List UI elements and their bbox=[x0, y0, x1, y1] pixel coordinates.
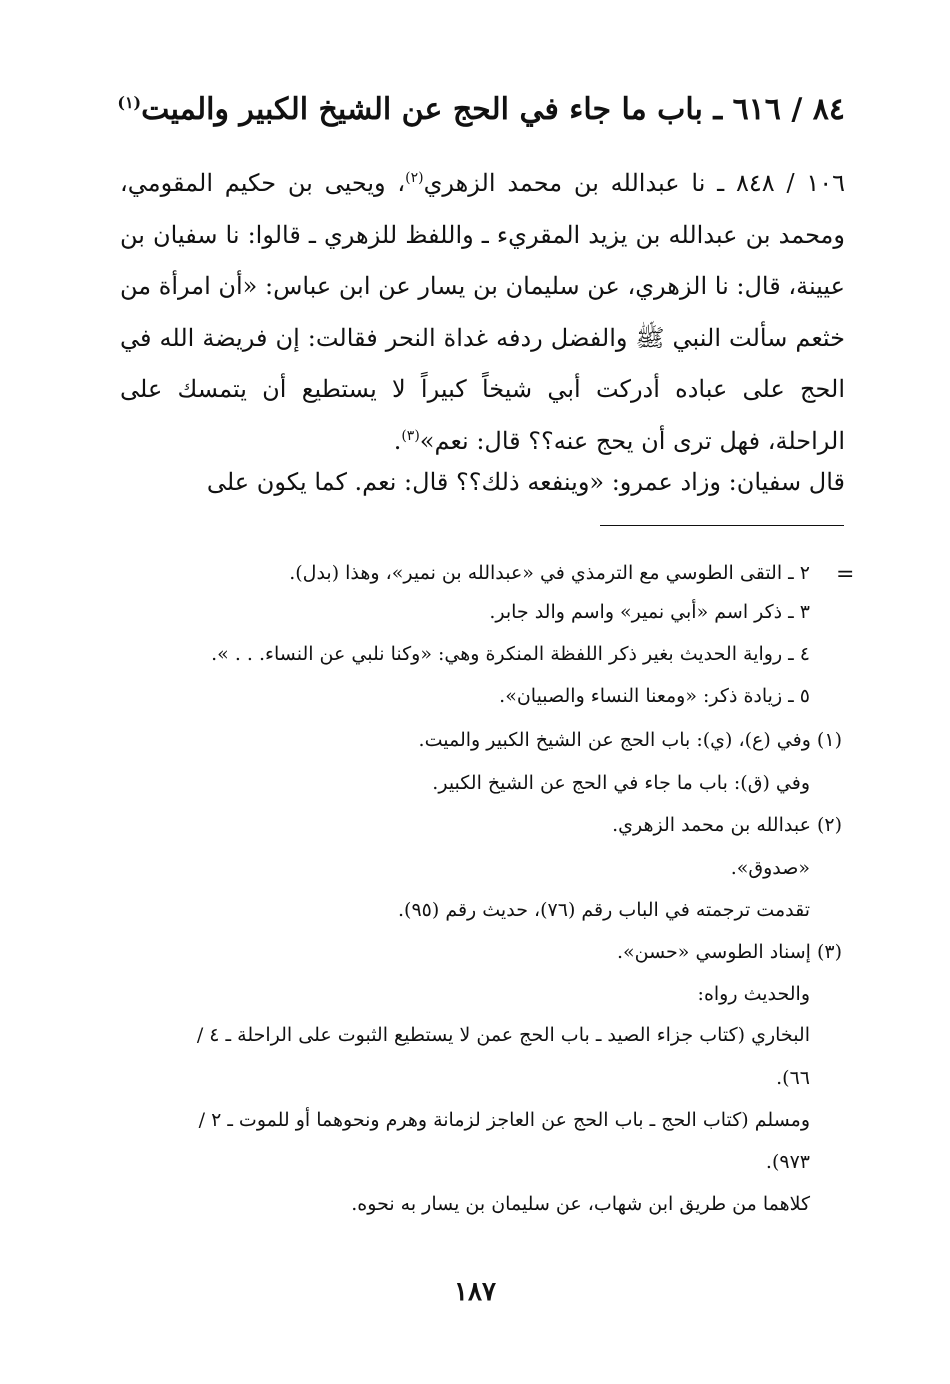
page-number: ١٨٧ bbox=[454, 1277, 496, 1307]
footnote-line: وفي (ق): باب ما جاء في الحج عن الشيخ الكبير. bbox=[432, 772, 810, 794]
footnote-line: (٣) إسناد الطوسي «حسن». bbox=[616, 941, 842, 963]
footnote-ref-2: (٢) bbox=[405, 170, 424, 186]
footnote-ref-3: (٣) bbox=[401, 427, 420, 444]
footnote-separator bbox=[600, 525, 844, 526]
footnote-line: «صدوق». bbox=[730, 857, 810, 879]
footnote-line: ٦٦). bbox=[776, 1067, 810, 1089]
footnote-line: (٢) عبدالله بن محمد الزهري. bbox=[612, 814, 842, 836]
chapter-title-text: ٨٤ / ٦١٦ ـ باب ما جاء في الحج عن الشيخ الكبير والميت bbox=[141, 92, 845, 127]
footnote-line: ٩٧٣). bbox=[765, 1151, 810, 1173]
footnote-continued-mark: = bbox=[836, 562, 855, 587]
hadith-text-end: . bbox=[393, 426, 402, 455]
hadith-text-start: ١٠٦ / ٨٤٨ ـ نا عبدالله بن محمد الزهري bbox=[423, 169, 845, 197]
hadith-text-body: ، ويحيى بن حكيم المقومي، ومحمد بن عبدالله بن يزيد المقريء ـ واللفظ للزهري ـ قالوا: نا سفيان بن عيينة، قال: نا الزهري، عن سليمان بن يسار عن ابن عباس: «أن امرأة من خثعم سألت النبي ﷺ والفضل ردفه غداة النحر فقالت: إن فريضة الله في الحج على عباده أدركت أبي شيخاً كبيراً لا يستطيع أن يتمسك على الراحلة، فهل ترى أن يحج عنه؟؟ قال: نعم» bbox=[119, 169, 846, 455]
footnote-line: ٣ ـ ذكر اسم «أبي نمير» واسم والد جابر. bbox=[489, 601, 810, 623]
chapter-title bbox=[90, 88, 845, 132]
footnote-line: ومسلم (كتاب الحج ـ باب الحج عن العاجز لزمانة وهرم ونحوهما أو للموت ـ ٢ / bbox=[198, 1109, 810, 1131]
footnote-line: البخاري (كتاب جزاء الصيد ـ باب الحج عمن لا يستطيع الثبوت على الراحلة ـ ٤ / bbox=[196, 1024, 810, 1046]
footnote-line: والحديث رواه: bbox=[697, 983, 810, 1005]
footnote-line: ٢ ـ التقى الطوسي مع الترمذي في «عبدالله بن نمير»، وهذا (بدل). bbox=[289, 562, 810, 584]
hadith-paragraph bbox=[120, 158, 845, 467]
footnote-line: كلاهما من طريق ابن شهاب، عن سليمان بن يسار به نحوه. bbox=[351, 1193, 810, 1215]
footnote-line: ٥ ـ زيادة ذكر: «ومعنا النساء والصبيان». bbox=[499, 685, 810, 707]
footnote-line: (١) وفي (ع)، (ي): باب الحج عن الشيخ الكبير والميت. bbox=[418, 729, 842, 751]
footnote-line: تقدمت ترجمته في الباب رقم (٧٦)، حديث رقم (٩٥). bbox=[398, 899, 810, 921]
footnote-line: ٤ ـ رواية الحديث بغير ذكر اللفظة المنكرة وهي: «وكنا نلبي عن النساء. . . ». bbox=[211, 643, 810, 665]
sufyan-paragraph: قال سفيان: وزاد عمرو: «وينفعه ذلك؟؟ قال: نعم. كما يكون على bbox=[206, 468, 845, 496]
footnote-ref-1: (١) bbox=[117, 93, 142, 112]
